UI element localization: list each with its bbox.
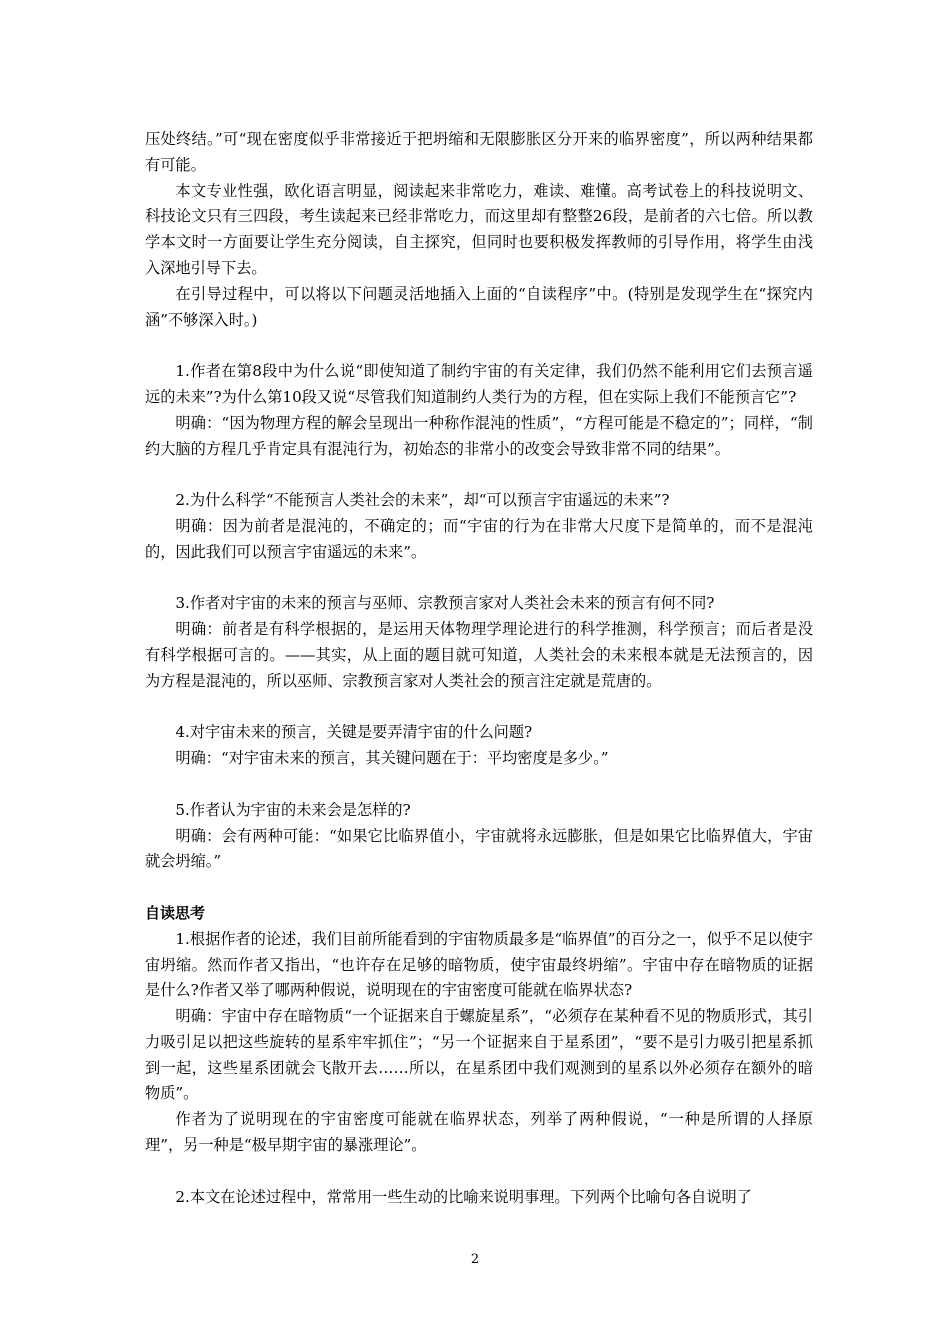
answer-text: 明确：“因为物理方程的解会呈现出一种称作混沌的性质”，“方程可能是不稳定的”；同样，“制约大脑的方程几乎肯定具有混沌行为，初始态的非常小的改变会导致非常不同的结果”。: [145, 413, 813, 458]
question-block: [145, 359, 813, 462]
question-block: [145, 720, 813, 772]
paragraph-continuation: 压处终结。”可“现在密度似乎非常接近于把坍缩和无限膨胀区分开来的临界密度”，所以两种结果都有可能。: [145, 130, 813, 174]
section-question-1: 1.根据作者的论述，我们目前所能看到的宇宙物质最多是“临界值”的百分之一，似乎不足以使宇宙坍缩。然而作者又指出，“也许存在足够的暗物质，使宇宙最终坍缩”。宇宙中存在暗物质的证据是什么?作者又举了哪两种假说，说明现在的宇宙密度可能就在临界状态?: [145, 929, 813, 1000]
answer-text: 明确：前者是有科学根据的，是运用天体物理学理论进行的科学推测，科学预言；而后者是没有科学根据可言的。——其实，从上面的题目就可知道，人类社会的未来根本就是无法预言的，因为方程是混沌的，所以巫师、宗教预言家对人类社会的预言注定就是荒唐的。: [145, 620, 813, 690]
answer-text: 明确：会有两种可能：“如果它比临界值小，宇宙就将永远膨胀，但是如果它比临界值大，宇宙就会坍缩。”: [145, 826, 813, 871]
spacer: [145, 566, 813, 592]
spacer: [145, 333, 813, 359]
paragraph-guidance: 在引导过程中，可以将以下问题灵活地插入上面的“自读程序”中。(特别是发现学生在“探究内涵”不够深入时。): [145, 284, 813, 329]
page-body: [145, 127, 813, 1210]
question-text: 3.作者对宇宙的未来的预言与巫师、宗教预言家对人类社会未来的预言有何不同?: [175, 594, 715, 613]
question-block: [145, 798, 813, 875]
question-block: [145, 488, 813, 565]
section-answer-1b: 作者为了说明现在的宇宙密度可能就在临界状态，列举了两种假说，“一种是所谓的人择原理”，另一种是“极早期宇宙的暴涨理论”。: [145, 1110, 813, 1155]
answer-text: 明确：因为前者是混沌的，不确定的；而“宇宙的行为在非常大尺度下是简单的，而不是混沌的，因此我们可以预言宇宙遥远的未来”。: [145, 516, 813, 561]
section-answer-1a: 明确：宇宙中存在暗物质“一个证据来自于螺旋星系”，“必须存在某种看不见的物质形式，其引力吸引足以把这些旋转的星系牢牢抓住”；“另一个证据来自于星系团”，“要不是引力吸引把星系抓到一起，这些星系团就会飞散开去……所以，在星系团中我们观测到的星系以外必须存在额外的暗物质”。: [145, 1007, 813, 1103]
question-text: 4.对宇宙未来的预言，关键是要弄清宇宙的什么问题?: [175, 723, 533, 742]
spacer: [145, 772, 813, 798]
question-text: 2.为什么科学“不能预言人类社会的未来”，却“可以预言宇宙遥远的未来”?: [175, 491, 670, 510]
page-number: 2: [470, 1252, 480, 1267]
section-question-2: 2.本文在论述过程中，常常用一些生动的比喻来说明事理。下列两个比喻句各自说明了: [175, 1187, 752, 1206]
question-text: 1.作者在第8段中为什么说“即使知道了制约宇宙的有关定律，我们仍然不能利用它们去预言遥远的未来”?为什么第10段又说“尽管我们知道制约人类行为的方程，但在实际上我们不能预言它”?: [145, 362, 813, 406]
spacer: [145, 1159, 813, 1185]
answer-text: 明确：“对宇宙未来的预言，其关键问题在于：平均密度是多少。”: [175, 749, 609, 768]
question-block: [145, 591, 813, 694]
spacer: [145, 695, 813, 721]
spacer: [145, 875, 813, 901]
question-text: 5.作者认为宇宙的未来会是怎样的?: [175, 800, 411, 819]
spacer: [145, 462, 813, 488]
paragraph-analysis: 本文专业性强，欧化语言明显，阅读起来非常吃力，难读、难懂。高考试卷上的科技说明文、科技论文只有三四段，考生读起来已经非常吃力，而这里却有整整26段，是前者的六七倍。所以教学本文时一方面要让学生充分阅读，自主探究，但同时也要积极发挥教师的引导作用，将学生由浅入深地引导下去。: [145, 181, 813, 277]
section-heading: 自读思考: [145, 903, 206, 922]
